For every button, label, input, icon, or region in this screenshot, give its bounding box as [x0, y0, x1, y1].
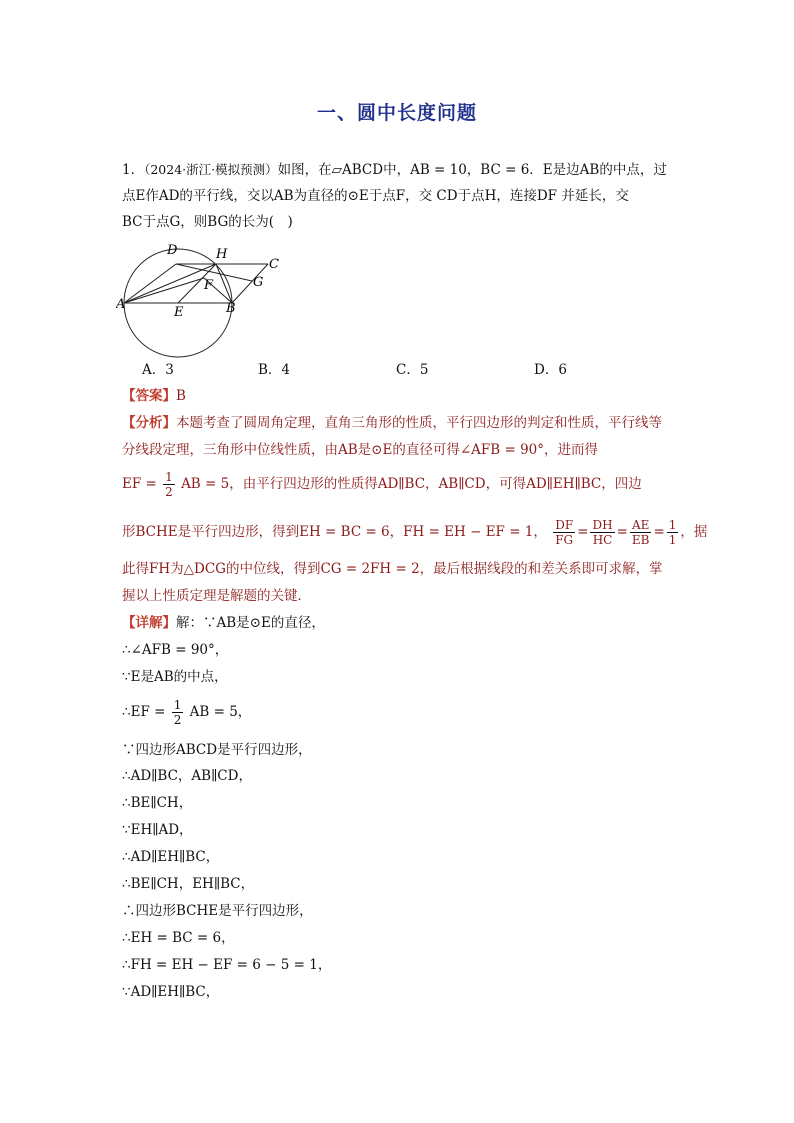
point-label-g: G [253, 275, 264, 290]
detail-line-6: ∴BE∥CH， [122, 795, 193, 811]
question-text-1: 如图，在▱ABCD中，AB = 10，BC = 6．E是边AB的中点，过 [277, 162, 667, 178]
question-line-2: 点E作AD的平行线，交以AB为直径的⊙E于点F，交 CD于点H，连接DF 并延长，交 [122, 188, 629, 204]
question-source: （2024·浙江·模拟预测） [144, 162, 278, 177]
detail-line-4: ∵四边形ABCD是平行四边形， [122, 742, 312, 758]
fraction-df-fg: $\frac{DF}{FG}$ [555, 518, 574, 547]
detail-line-7: ∵EH∥AD， [122, 822, 193, 838]
detail-first: 解：∵AB是⊙E的直径， [176, 615, 325, 631]
point-label-e: E [174, 305, 184, 320]
answer-label: 【答案】 [122, 388, 176, 404]
question-line-1 [122, 157, 682, 183]
detail-line-13: ∵AD∥EH∥BC， [122, 984, 220, 1000]
question-stem [122, 157, 682, 235]
detail-ef-a: ∴EF = [122, 704, 166, 720]
analysis-text-3: AB = 5，由平行四边形的性质得AD∥BC，AB∥CD，可得AD∥EH∥BC，四边 [181, 476, 642, 492]
detail-line-2: ∵E是AB的中点， [122, 669, 228, 685]
point-label-c: C [269, 257, 279, 272]
option-c[interactable]: C．5 [396, 362, 429, 378]
point-label-f: F [204, 278, 214, 293]
geometry-figure [116, 240, 296, 360]
detail-line-0 [122, 610, 325, 636]
point-label-d: D [167, 243, 178, 258]
detail-label: 【详解】 [122, 615, 176, 631]
analysis-text-1: 本题考查了圆周角定理，直角三角形的性质，平行四边形的判定和性质，平行线等 [176, 415, 662, 431]
question-number: 1． [122, 162, 145, 178]
point-label-b: B [226, 301, 236, 316]
option-a[interactable]: A．3 [142, 362, 174, 378]
equals-sign: = [616, 524, 628, 540]
point-label-h: H [216, 247, 228, 262]
analysis-line-5: 此得FH为△DCG的中位线，得到CG = 2FH = 2，最后根据线段的和差关系即可求解，掌 [122, 561, 663, 577]
answer-value: B [176, 388, 186, 404]
detail-line-5: ∴AD∥BC，AB∥CD， [122, 768, 252, 784]
fraction-one-one: $\frac{1}{1}$ [668, 518, 677, 547]
fraction-half: $\frac{1}{2}$ [165, 470, 173, 499]
detail-line-11: ∴EH = BC = 6， [122, 930, 235, 946]
fraction-dh-hc: $\frac{DH}{HC}$ [592, 518, 613, 547]
detail-line-ef [122, 698, 251, 727]
analysis-text-4b: ，据 [680, 524, 708, 540]
analysis-text-4: 形BCHE是平行四边形，得到EH = BC = 6，FH = EH − EF = 1， [122, 524, 547, 540]
analysis-label: 【分析】 [122, 415, 176, 431]
detail-line-10: ∴四边形BCHE是平行四边形， [122, 903, 313, 919]
answer-line [122, 383, 186, 409]
question-line-3: BC于点G，则BG的长为( ) [122, 214, 293, 230]
option-b[interactable]: B．4 [258, 362, 291, 378]
segment-ad [124, 264, 176, 303]
analysis-line-4 [122, 518, 707, 547]
page-title: 一、圆中长度问题 [316, 102, 477, 124]
detail-line-9: ∴BE∥CH，EH∥BC， [122, 876, 255, 892]
option-d[interactable]: D．6 [534, 362, 567, 378]
segment-af [124, 278, 204, 303]
analysis-line-1 [122, 410, 662, 436]
equals-sign: = [577, 524, 589, 540]
segment-hb [216, 264, 232, 303]
analysis-line-6: 握以上性质定理是解题的关键． [122, 588, 311, 604]
detail-line-1: ∴∠AFB = 90°， [122, 642, 229, 658]
detail-fraction-half: $\frac{1}{2}$ [173, 698, 182, 727]
detail-line-8: ∴AD∥EH∥BC， [122, 849, 220, 865]
segment-ah [124, 264, 216, 303]
point-label-a: A [116, 297, 126, 312]
fraction-ae-eb: $\frac{AE}{EB}$ [631, 518, 650, 547]
analysis-ef: EF = [122, 476, 157, 492]
equals-sign: = [653, 524, 665, 540]
detail-ef-b: AB = 5， [189, 704, 252, 720]
analysis-line-2: 分线段定理，三角形中位线性质，由AB是⊙E的直径可得∠AFB = 90°，进而得 [122, 442, 599, 458]
analysis-line-3 [122, 470, 642, 499]
detail-line-12: ∴FH = EH − EF = 6 − 5 = 1， [122, 957, 332, 973]
